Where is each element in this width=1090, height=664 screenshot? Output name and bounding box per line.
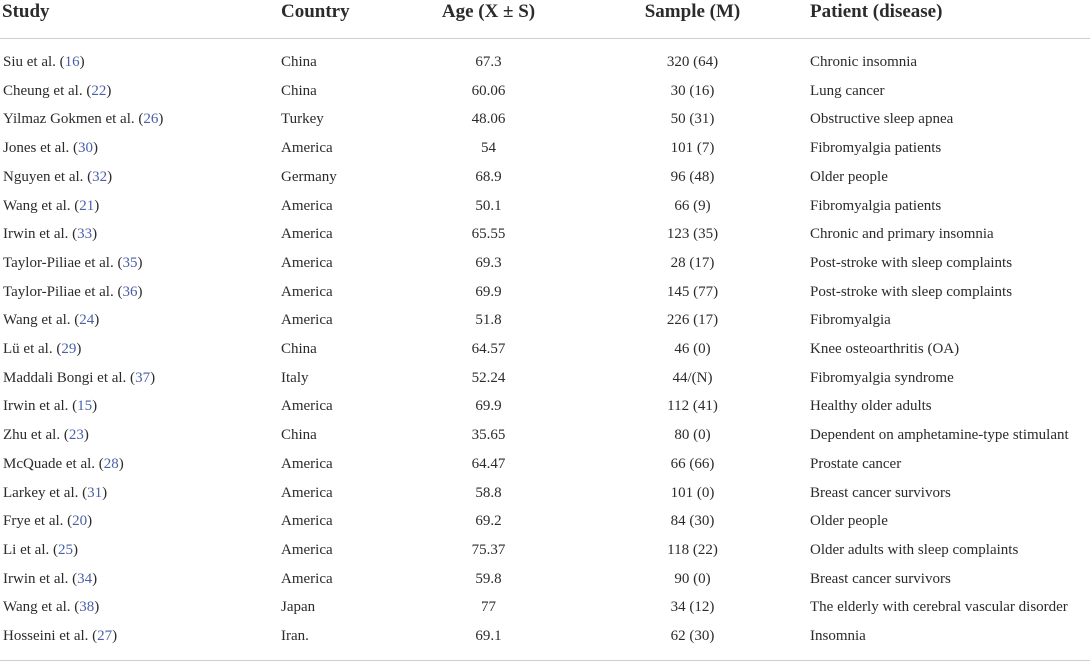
age-cell: 67.3 (475, 54, 502, 70)
sample-cell: 320 (64) (666, 54, 719, 70)
header-spacer (0, 39, 1090, 49)
age-cell: 69.1 (475, 628, 502, 645)
reference-link[interactable]: 25 (57, 541, 73, 558)
country-cell: America (281, 513, 333, 530)
study-author: Jones et al. ( (3, 140, 78, 157)
patient-cell: The elderly with cerebral vascular disorder (810, 599, 1068, 616)
age-cell: 64.57 (471, 341, 506, 358)
sample-cell: 90 (0) (674, 570, 711, 587)
sample-cell: 101 (0) (670, 484, 715, 501)
reference-link[interactable]: 26 (143, 111, 159, 128)
country-cell: America (281, 140, 333, 157)
study-cell (0, 593, 281, 622)
table-row (0, 249, 1090, 278)
table-row (0, 450, 1090, 479)
age-cell: 59.8 (475, 570, 502, 587)
patient-cell: Breast cancer survivors (810, 570, 951, 587)
patient-cell: Dependent on amphetamine-type stimulant (810, 427, 1069, 444)
patient-cell: Post-stroke with sleep complaints (810, 254, 1013, 271)
table-row (0, 565, 1090, 594)
reference-link[interactable]: 27 (97, 628, 113, 645)
reference-link[interactable]: 35 (122, 254, 138, 271)
reference-link[interactable]: 30 (77, 140, 93, 157)
reference-link[interactable]: 16 (64, 54, 80, 70)
country-cell: China (281, 427, 317, 444)
study-close-paren: ) (94, 599, 100, 616)
country-cell: China (281, 82, 317, 99)
reference-link[interactable]: 33 (77, 226, 93, 243)
patient-cell: Older adults with sleep complaints (810, 541, 1019, 558)
patient-cell: Older people (810, 513, 888, 530)
study-author: Li et al. ( (3, 541, 58, 558)
study-cell (0, 536, 281, 565)
study-close-paren: ) (137, 283, 143, 300)
study-author: Lü et al. ( (3, 341, 62, 358)
study-cell (0, 306, 281, 335)
table-row (0, 306, 1090, 335)
patient-cell: Knee osteoarthritis (OA) (810, 341, 960, 358)
age-cell: 54 (481, 140, 496, 157)
reference-link[interactable]: 38 (79, 599, 95, 616)
study-close-paren: ) (118, 455, 124, 472)
country-cell: Italy (281, 369, 309, 386)
sample-cell: 145 (77) (666, 283, 719, 300)
study-author: Zhu et al. ( (3, 427, 69, 444)
study-author: Wang et al. ( (3, 312, 80, 329)
study-cell (0, 507, 281, 536)
sample-cell: 50 (31) (670, 111, 715, 128)
study-author: Taylor-Piliae et al. ( (3, 283, 123, 300)
reference-link[interactable]: 23 (68, 427, 84, 444)
sample-cell: 44/(N) (672, 369, 713, 386)
header-age: Age (X ± S) (402, 0, 575, 39)
table-body (0, 39, 1090, 651)
patient-cell: Fibromyalgia (810, 312, 891, 329)
study-close-paren: ) (83, 427, 89, 444)
reference-link[interactable]: 21 (79, 197, 95, 214)
study-close-paren: ) (79, 54, 85, 70)
table-row (0, 364, 1090, 393)
study-cell (0, 392, 281, 421)
country-cell: America (281, 570, 333, 587)
study-close-paren: ) (94, 312, 100, 329)
patient-cell: Chronic insomnia (810, 54, 918, 70)
country-cell: America (281, 254, 333, 271)
table-row (0, 163, 1090, 192)
patient-cell: Lung cancer (810, 82, 885, 99)
patient-cell: Fibromyalgia patients (810, 140, 942, 157)
study-cell (0, 134, 281, 163)
patient-cell: Obstructive sleep apnea (810, 111, 954, 128)
sample-cell: 101 (7) (670, 140, 715, 157)
reference-link[interactable]: 36 (122, 283, 138, 300)
table-row (0, 105, 1090, 134)
sample-cell: 226 (17) (666, 312, 719, 329)
patient-cell: Prostate cancer (810, 455, 902, 472)
study-author: Maddali Bongi et al. ( (3, 369, 136, 386)
sample-cell: 123 (35) (666, 226, 719, 243)
reference-link[interactable]: 29 (61, 341, 77, 358)
patient-cell: Breast cancer survivors (810, 484, 951, 501)
header-row (0, 0, 1090, 39)
study-author: Taylor-Piliae et al. ( (3, 254, 123, 271)
patient-cell: Chronic and primary insomnia (810, 226, 994, 243)
age-cell: 35.65 (471, 427, 506, 444)
study-author: Yilmaz Gokmen et al. ( (3, 111, 144, 128)
reference-link[interactable]: 34 (77, 570, 93, 587)
study-author: McQuade et al. ( (3, 455, 104, 472)
study-author: Nguyen et al. ( (3, 168, 93, 185)
table-row (0, 77, 1090, 106)
sample-cell: 62 (30) (670, 628, 715, 645)
age-cell: 51.8 (475, 312, 502, 329)
study-close-paren: ) (92, 398, 98, 415)
sample-cell: 66 (66) (670, 455, 715, 472)
study-cell (0, 77, 281, 106)
age-cell: 69.9 (475, 398, 502, 415)
country-cell: America (281, 283, 333, 300)
study-close-paren: ) (150, 369, 156, 386)
study-close-paren: ) (92, 140, 98, 157)
country-cell: Germany (281, 168, 337, 185)
study-cell (0, 421, 281, 450)
sample-cell: 66 (9) (674, 197, 711, 214)
study-close-paren: ) (87, 513, 93, 530)
country-cell: Japan (281, 599, 316, 616)
study-close-paren: ) (92, 226, 98, 243)
study-close-paren: ) (107, 168, 113, 185)
study-close-paren: ) (76, 341, 82, 358)
study-cell (0, 48, 281, 77)
sample-cell: 118 (22) (667, 541, 718, 558)
patient-cell: Fibromyalgia syndrome (810, 369, 954, 386)
study-author: Irwin et al. ( (3, 398, 78, 415)
study-close-paren: ) (158, 111, 164, 128)
table-row (0, 421, 1090, 450)
table-row (0, 479, 1090, 508)
reference-link[interactable]: 20 (72, 513, 88, 530)
age-cell: 48.06 (471, 111, 506, 128)
study-close-paren: ) (92, 570, 98, 587)
study-author: Irwin et al. ( (3, 226, 78, 243)
reference-link[interactable]: 24 (79, 312, 95, 329)
patient-cell: Healthy older adults (810, 398, 932, 415)
table-row (0, 593, 1090, 622)
study-author: Larkey et al. ( (3, 484, 88, 501)
study-author: Wang et al. ( (3, 599, 80, 616)
age-cell: 69.2 (475, 513, 502, 530)
study-cell (0, 220, 281, 249)
study-cell (0, 249, 281, 278)
study-cell (0, 335, 281, 364)
study-author: Wang et al. ( (3, 197, 80, 214)
sample-cell: 84 (30) (670, 513, 715, 530)
sample-cell: 46 (0) (674, 341, 711, 358)
age-cell: 75.37 (471, 541, 506, 558)
sample-cell: 30 (16) (670, 82, 715, 99)
patient-cell: Post-stroke with sleep complaints (810, 283, 1013, 300)
age-cell: 50.1 (475, 197, 502, 214)
study-author: Frye et al. ( (3, 513, 73, 530)
header-sample: Sample (M) (575, 0, 810, 39)
sample-cell: 112 (41) (667, 398, 718, 415)
study-cell (0, 622, 281, 651)
table-row (0, 134, 1090, 163)
study-cell (0, 364, 281, 393)
patient-cell: Fibromyalgia patients (810, 197, 942, 214)
table-row (0, 220, 1090, 249)
reference-link[interactable]: 22 (91, 82, 107, 99)
country-cell: Turkey (281, 111, 324, 128)
age-cell: 64.47 (471, 455, 506, 472)
study-close-paren: ) (137, 254, 143, 271)
reference-link[interactable]: 31 (87, 484, 103, 501)
header-patient: Patient (disease) (810, 0, 1090, 39)
study-cell (0, 450, 281, 479)
country-cell: America (281, 541, 333, 558)
table-row (0, 192, 1090, 221)
age-cell: 69.9 (475, 283, 502, 300)
sample-cell: 34 (12) (670, 599, 715, 616)
age-cell: 68.9 (475, 168, 502, 185)
table-row (0, 278, 1090, 307)
study-cell (0, 278, 281, 307)
table-row (0, 48, 1090, 77)
table-header (0, 0, 1090, 39)
study-close-paren: ) (112, 628, 118, 645)
sample-cell: 28 (17) (670, 254, 715, 271)
study-author: Irwin et al. ( (3, 570, 78, 587)
country-cell: America (281, 455, 333, 472)
age-cell: 58.8 (475, 484, 502, 501)
age-cell: 65.55 (471, 226, 506, 243)
country-cell: China (281, 54, 317, 70)
study-cell (0, 192, 281, 221)
sample-cell: 80 (0) (674, 427, 711, 444)
table-row (0, 392, 1090, 421)
patient-cell: Insomnia (810, 628, 866, 645)
study-author: Siu et al. ( (3, 54, 65, 70)
table-row (0, 335, 1090, 364)
table-row (0, 507, 1090, 536)
reference-link[interactable]: 15 (77, 398, 93, 415)
age-cell: 69.3 (475, 254, 502, 271)
reference-link[interactable]: 37 (135, 369, 151, 386)
age-cell: 60.06 (471, 82, 506, 99)
study-cell (0, 565, 281, 594)
age-cell: 52.24 (471, 369, 506, 386)
study-close-paren: ) (94, 197, 100, 214)
study-author: Cheung et al. ( (3, 82, 92, 99)
reference-link[interactable]: 32 (92, 168, 108, 185)
table-row (0, 536, 1090, 565)
header-country: Country (281, 0, 402, 39)
study-cell (0, 105, 281, 134)
study-close-paren: ) (72, 541, 78, 558)
reference-link[interactable]: 28 (103, 455, 119, 472)
country-cell: America (281, 197, 333, 214)
country-cell: Iran. (281, 628, 309, 645)
country-cell: America (281, 398, 333, 415)
table-row (0, 622, 1090, 651)
table-bottom-rule (0, 660, 1090, 661)
country-cell: China (281, 341, 317, 358)
age-cell: 77 (481, 599, 496, 616)
header-study: Study (0, 0, 281, 39)
country-cell: America (281, 312, 333, 329)
study-close-paren: ) (106, 82, 112, 99)
study-author: Hosseini et al. ( (3, 628, 98, 645)
sample-cell: 96 (48) (670, 168, 715, 185)
study-close-paren: ) (102, 484, 108, 501)
country-cell: America (281, 484, 333, 501)
country-cell: America (281, 226, 333, 243)
study-cell (0, 163, 281, 192)
study-cell (0, 479, 281, 508)
patient-cell: Older people (810, 168, 888, 185)
